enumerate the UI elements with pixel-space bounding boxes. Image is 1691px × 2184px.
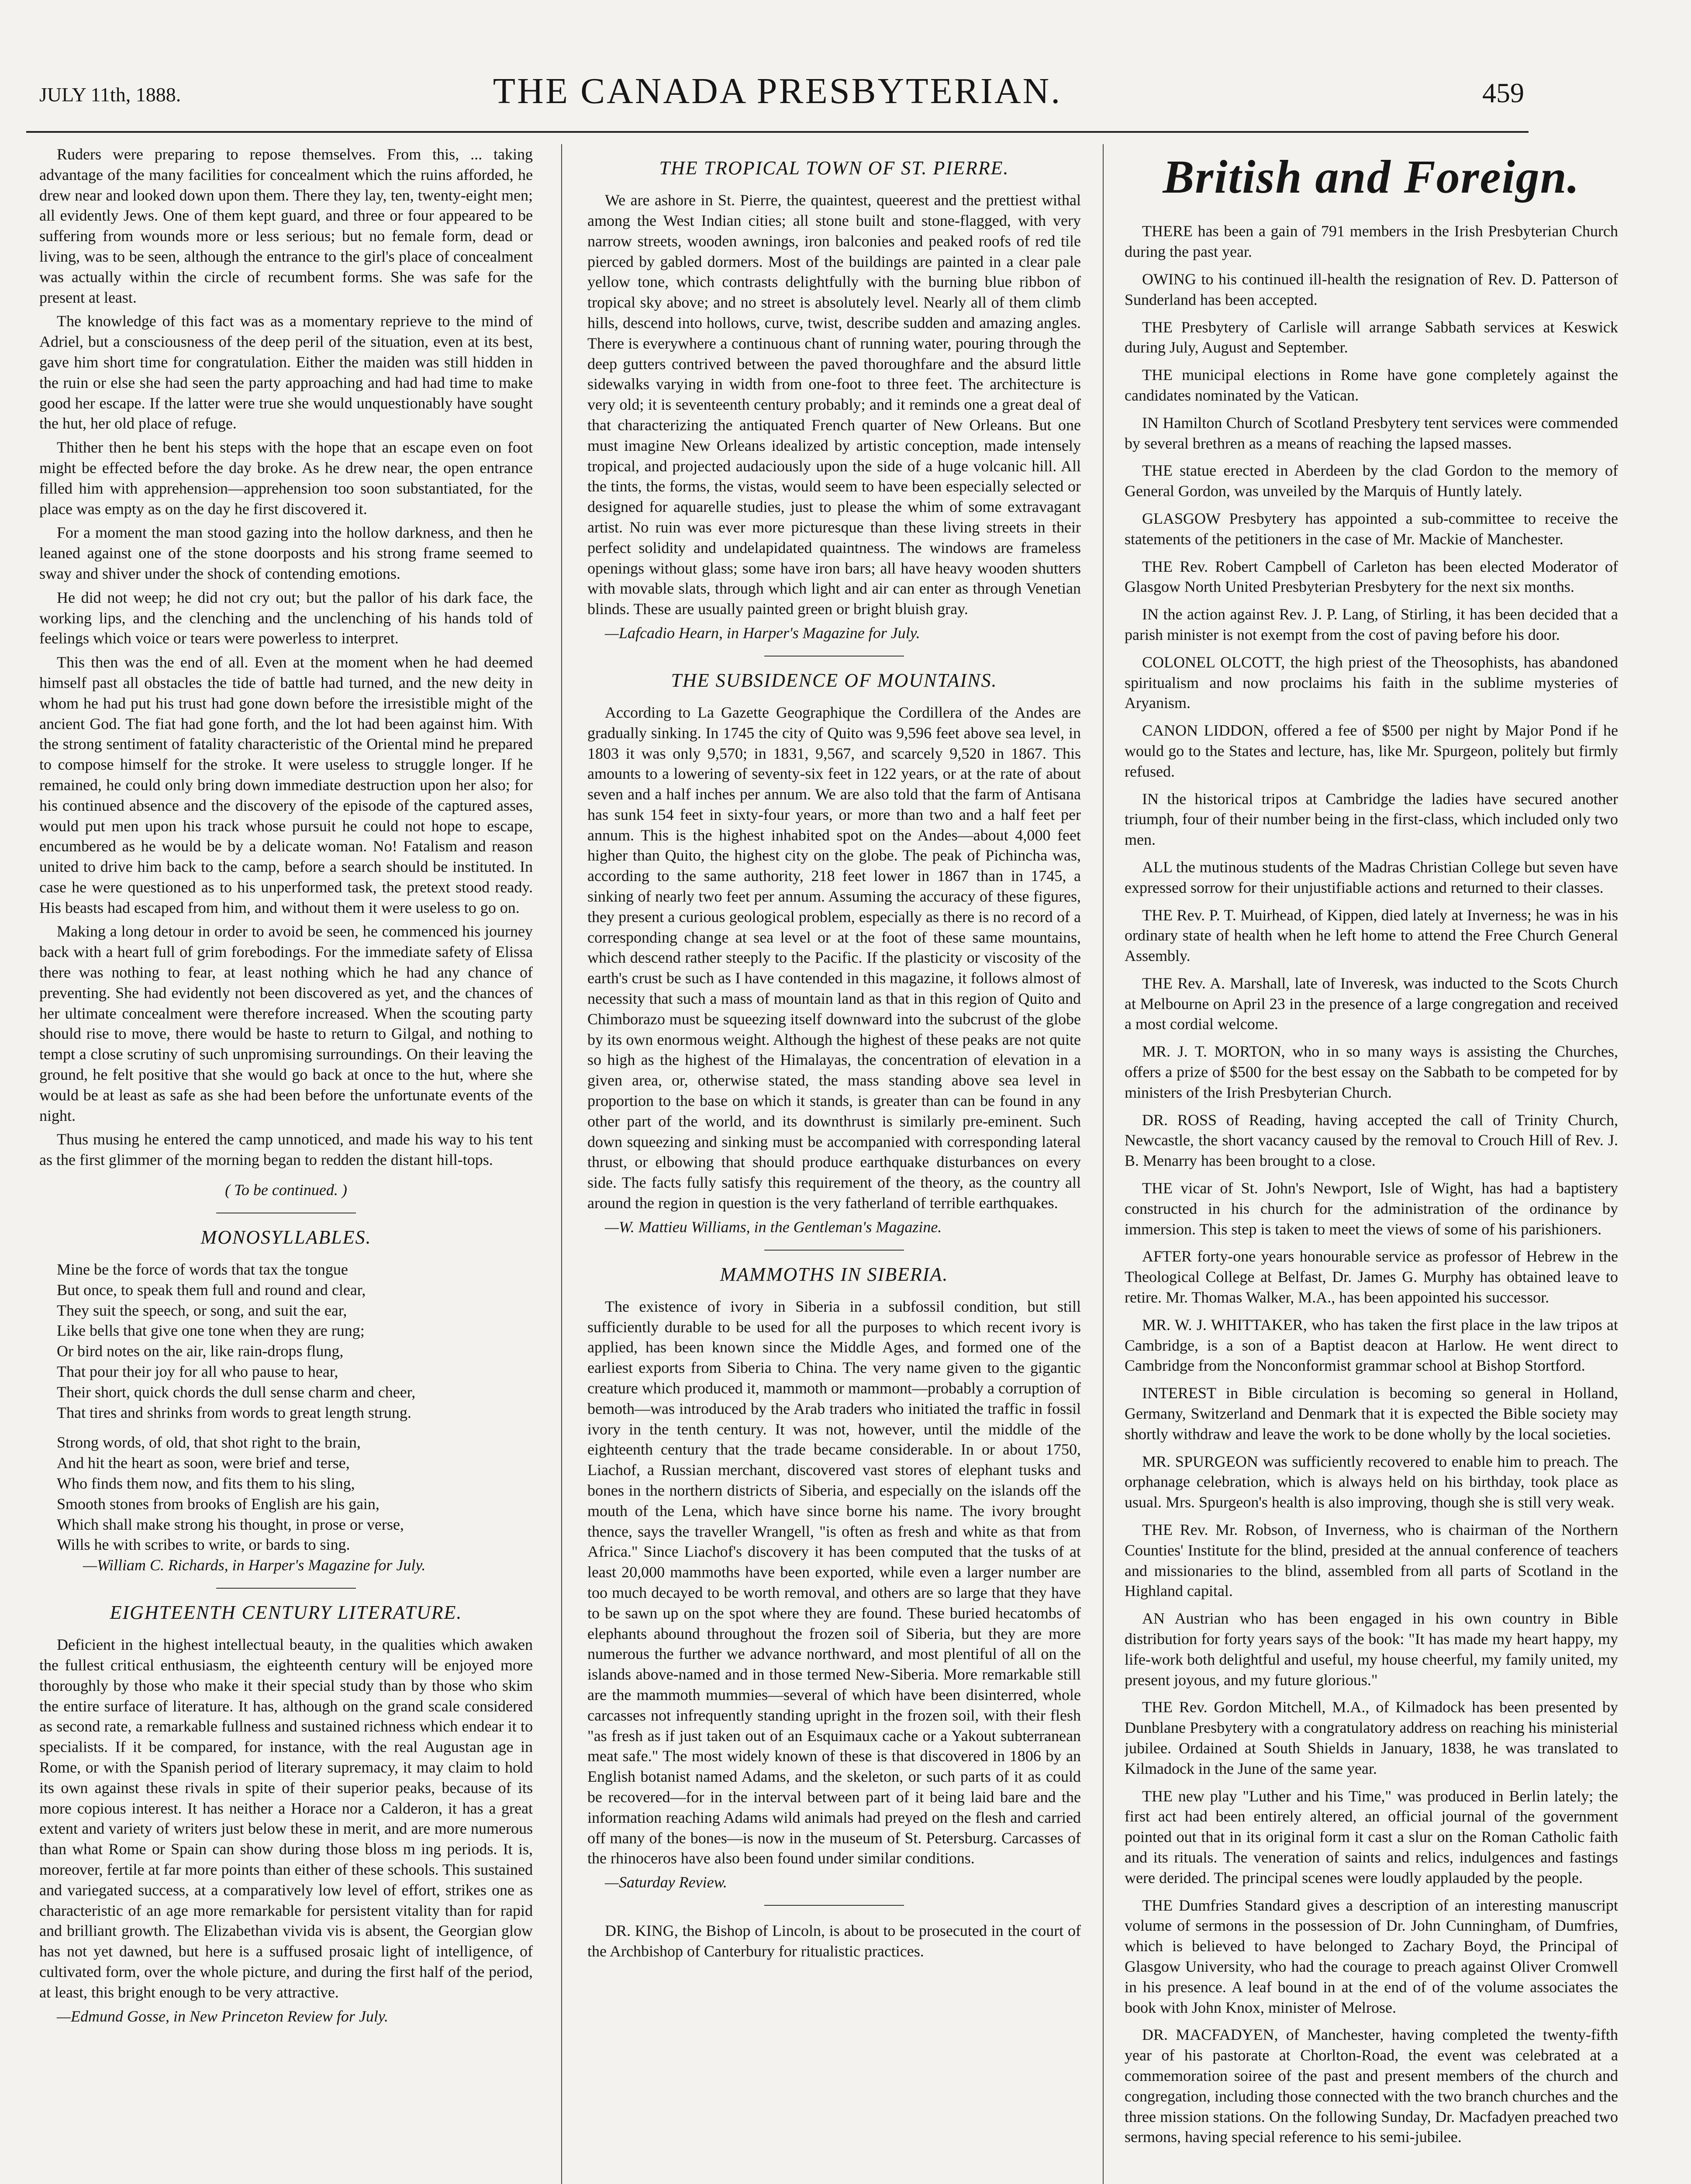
column-divider — [1103, 144, 1104, 2184]
article-paragraph: According to La Gazette Geographique the Cordillera of the Andes are gradually sinking. In 1745 the city of Quito was 9,596 feet above sea level, in 1803 it was only 9,570; in 1831, 9,567, and scarcely 9,520 in 1867. This amounts to a lowering of seventy-six feet in 122 years, or at the rate of about seven and a half inches per annum. We are also told that the farm of Antisana has sunk 154 feet in sixty-four years, or more than two and a half feet per annum. This is the highest inhabited spot on the Andes—about 4,000 feet higher than Quito, the highest city on the globe. The peak of Pichincha was, according to the same authority, 218 feet lower in 1867 than in 1745, a sinking of nearly two feet per annum. Assuming the accuracy of these figures, they present a curious geological problem, especially as there is no record of a corresponding change at sea level or at the foot of these same mountains, which descend rather steeply to the Pacific. If the plasticity or viscosity of the earth's crust be such as I have contended in this magazine, it follows almost of necessity that such a mass of mountain land as that in this region of Quito and Chimborazo must be squeezing itself downward into the subcrust of the globe by its own enormous weight. Although the highest of these peaks are not quite so high as the highest of the Himalayas, the concentration of elevation in a given area, or, otherwise stated, the mass standing above sea level in proportion to the base on which it stands, is greater than can be found in any other part of the world, and its downthrust is similarly pre-eminent. Such down squeezing and sinking must be accompanied with corresponding lateral thrust, or elbowing that should produce earthquake disturbances on every side. The facts fully satisfy this requirement of the theory, as the country all around the region in question is the very fatherland of terrible earthquakes. — [587, 703, 1081, 1212]
story-paragraph: For a moment the man stood gazing into the hollow darkness, and then he leaned against one of the stone doorposts and his strong frame seemed to sway and shiver under the shock of contending emotions. — [39, 524, 533, 582]
news-item: THE new play "Luther and his Time," was produced in Berlin lately; the first act had been entirely altered, an official journal of the government pointed out that in its original form it cast a slur on the Roman Catholic faith and its rituals. The veneration of saints and relics, indulgences and fastings were derided. The principal scenes were loudly applauded by the people. — [1125, 1787, 1618, 1887]
news-item: COLONEL OLCOTT, the high priest of the Theosophists, has abandoned spiritualism and now proclaims his faith in the sublime mysteries of Aryanism. — [1125, 653, 1618, 712]
poem-line: Or bird notes on the air, like rain-drops flung, — [57, 1342, 344, 1360]
page-number: 459 — [1482, 77, 1524, 108]
poem-line: Wills he with scribes to write, or bards to sing. — [57, 1536, 350, 1554]
article-credit: —Lafcadio Hearn, in Harper's Magazine for July. — [605, 624, 920, 642]
section-separator — [216, 1588, 356, 1589]
news-item: MR. W. J. WHITTAKER, who has taken the first place in the law tripos at Cambridge, is a son of a Baptist deacon at Harlow. He went direct to Cambridge from the Nonconformist grammar school at Bishop Stortford. — [1125, 1316, 1618, 1375]
header-rule — [26, 131, 1529, 133]
news-item: AFTER forty-one years honourable service as professor of Hebrew in the Theological College at Belfast, Dr. James G. Murphy has obtained leave to retire. Mr. Thomas Walker, M.A., has been appointed his successor. — [1125, 1248, 1618, 1306]
news-item: THE Rev. Gordon Mitchell, M.A., of Kilmadock has been presented by Dunblane Presbytery with a congratulatory address on reaching his ministerial jubilee. Ordained at South Shields in January, 1838, he was translated to Kilmadock in the June of the same year. — [1125, 1698, 1618, 1777]
news-item: INTEREST in Bible circulation is becoming so general in Holland, Germany, Switzerland and Denmark that it is expected the Bible society may shortly withdraw and leave the work to be done wholly by the local societies. — [1125, 1384, 1618, 1443]
poem-line: Mine be the force of words that tax the tongue — [57, 1261, 348, 1279]
story-paragraph: This then was the end of all. Even at the moment when he had deemed himself past all obstacles the tide of battle had turned, and the new deity in whom he had put his trust had gone down before the irresistible might of the ancient God. The fiat had gone forth, and the lot had been against him. With the strong sentiment of fatality characteristic of the Oriental mind he prepared to compose himself for the stroke. It were useless to struggle longer. If he remained, he could only bring down immediate destruction upon her also; for his continued absence and the discovery of the episode of the captured asses, would put men upon his track whose pursuit he could not hope to escape, encumbered as he would be by a delicate woman. No! Fatalism and reason united to drive him back to the camp, before a search should be instituted. In case he were questioned as to his unperformed task, the pretext stood ready. His beasts had escaped from him, and without them it were useless to go on. — [39, 653, 533, 916]
section-separator — [764, 1905, 904, 1906]
story-paragraph: Thither then he bent his steps with the hope that an escape even on foot might be effected before the day broke. As he drew near, the open entrance filled him with apprehension—apprehension too soon substantiated, for the place was empty as on the day he first discovered it. — [39, 439, 533, 518]
poem-line: And hit the heart as soon, were brief and terse, — [57, 1454, 350, 1472]
news-item: THERE has been a gain of 791 members in the Irish Presbyterian Church during the past year. — [1125, 222, 1618, 261]
news-item: MR. J. T. MORTON, who in so many ways is assisting the Churches, offers a prize of $500 for the best essay on the Sabbath to be competed for by ministers of the Irish Presbyterian Church. — [1125, 1043, 1618, 1101]
story-paragraph: Ruders were preparing to repose themselves. From this, ... taking advantage of the many facilities for concealment which the ruins afforded, he drew near and looked down upon them. There they lay, ten, twenty-eight men; all evidently Jews. One of them kept guard, and three or four appeared to be suffering from wounds more or less serious; but no female form, dead or living, was to be seen, although the entrance to the girl's place of concealment was actually within the circle of recumbent forms. She was safe for the present at least. — [39, 145, 533, 306]
poem-stanza — [57, 1432, 533, 1576]
story-paragraph: The knowledge of this fact was as a momentary reprieve to the mind of Adriel, but a consciousness of the deep peril of the situation, even at its best, gave him short time for congratulation. Either the maiden was still hidden in the ruin or else she had seen the party approaching and had had time to make good her escape. If the latter were true she would unquestionably have sought the hut, her old place of refuge. — [39, 312, 533, 432]
poem-line: Like bells that give one tone when they are rung; — [57, 1322, 365, 1340]
section-separator — [764, 656, 904, 657]
column-divider — [561, 144, 562, 2184]
masthead-title: THE CANADA PRESBYTERIAN. — [493, 71, 1062, 111]
section-heading: British and Foreign. — [1163, 151, 1580, 203]
news-item: DR. MACFADYEN, of Manchester, having completed the twenty-fifth year of his pastorate at Chorlton-Road, the event was celebrated at a commemoration soiree of the past and present members of the church and congregation, including those connected with the two branch churches and the three mission stations. On the following Sunday, Dr. Macfadyen preached two sermons, having special reference to his semi-jubilee. — [1125, 2026, 1618, 2146]
column-middle — [587, 144, 1081, 2184]
article-credit: —W. Mattieu Williams, in the Gentleman's Magazine. — [605, 1218, 942, 1236]
section-title: MONOSYLLABLES. — [200, 1226, 372, 1248]
poem-line: They suit the speech, or song, and suit the ear, — [57, 1301, 347, 1319]
section-title: THE TROPICAL TOWN OF ST. PIERRE. — [659, 157, 1009, 179]
news-item: MR. SPURGEON was sufficiently recovered to enable him to preach. The orphanage celebration, which is always held on his birthday, took place as usual. Mrs. Spurgeon's health is also improving, though she is still very weak. — [1125, 1452, 1618, 1511]
news-item: THE vicar of St. John's Newport, Isle of Wight, has had a baptistery constructed in his church for the administration of the ordinance by immersion. This step is taken to meet the views of some of his parishioners. — [1125, 1179, 1618, 1238]
section-title: EIGHTEENTH CENTURY LITERATURE. — [110, 1601, 462, 1623]
poem-line: But once, to speak them full and round and clear, — [57, 1281, 366, 1299]
article-credit: —Edmund Gosse, in New Princeton Review for July. — [57, 2007, 388, 2025]
news-item: THE Rev. A. Marshall, late of Inveresk, was inducted to the Scots Church at Melbourne on April 23 in the presence of a large congregation and received a most cordial welcome. — [1125, 974, 1618, 1033]
poem-line: Who finds them now, and fits them to his sling, — [57, 1475, 355, 1492]
column-right — [1125, 144, 1618, 2184]
story-paragraph: He did not weep; he did not cry out; but the pallor of his dark face, the working lips, and the clenching and the unclenching of his hands told of feelings which voice or tears were powerless to interpret. — [39, 588, 533, 647]
news-item: IN the historical tripos at Cambridge the ladies have secured another triumph, four of their number being in the first-class, which included only two men. — [1125, 790, 1618, 849]
news-item: IN Hamilton Church of Scotland Presbytery tent services were commended by several brethren as a means of reaching the lapsed masses. — [1125, 414, 1618, 452]
news-item: THE municipal elections in Rome have gone completely against the candidates nominated by the Vatican. — [1125, 366, 1618, 404]
news-item: DR. ROSS of Reading, having accepted the call of Trinity Church, Newcastle, the short vacancy caused by the removal to Crouch Hill of Rev. J. B. Menarry has been brought to a close. — [1125, 1111, 1618, 1170]
news-item: AN Austrian who has been engaged in his own country in Bible distribution for forty years says of the book: "It has made my heart happy, my life-work both delightful and useful, my house cheerful, my family united, my present joyous, and my future glorious." — [1125, 1610, 1618, 1689]
news-item: THE Rev. Mr. Robson, of Inverness, who is chairman of the Northern Counties' Institute for the blind, presided at the annual conference of teachers and missionaries to the blind, assembled from all parts of Scotland in the Highland capital. — [1125, 1521, 1618, 1600]
poem-line: Their short, quick chords the dull sense charm and cheer, — [57, 1383, 416, 1401]
article-paragraph: The existence of ivory in Siberia in a subfossil condition, but still sufficiently durable to be used for all the purposes to which recent ivory is applied, has been known since the Middle Ages, and formed one of the earliest exports from Siberia to China. The very name given to the gigantic creature which produced it, mammoth or mammont—probably a corruption of bemoth—was introduced by the Arab traders who initiated the traffic in fossil ivory in the tenth century. It was not, however, until the middle of the eighteenth century that the trade became considerable. In or about 1750, Liachof, a Russian merchant, discovered vast stores of elephant tusks and bones in the northern districts of Siberia, and especially on the islands off the mouth of the Lena, which have since borne his name. The ivory brought thence, says the traveller Wrangell, "is often as fresh and white as that from Africa." Since Liachof's discovery it has been computed that the tusks of at least 20,000 mammoths have been exported, while even a larger number are too much decayed to be worth removal, and others are so large that they have to be sawn up on the spot where they are found. These buried hecatombs of elephants abound throughout the frozen soil of Siberia, but they are more numerous the further we advance northward, and most plentiful of all on the islands above-named and in those termed New-Siberia. More remarkable still are the mammoth mummies—several of which have been disinterred, whole carcasses not infrequently standing upright in the frozen soil, with their flesh "as fresh as if just taken out of an Esquimaux cache or a Yakout subterranean meat safe." The most widely known of these is that discovered in 1806 by an English botanist named Adams, and the skeleton, or such parts of it as could be recovered—for in the interval between part of it being laid bare and the information reaching Adams wild animals had preyed on the flesh and carried off many of the bones—is now in the museum of St. Petersburg. Carcasses of the rhinoceros have also been found under similar conditions. — [587, 1297, 1081, 1867]
poem — [57, 1259, 533, 1576]
issue-date: JULY 11th, 1888. — [39, 83, 181, 106]
article-paragraph: We are ashore in St. Pierre, the quaintest, queerest and the prettiest withal among the West Indian cities; all stone built and stone-flagged, with very narrow streets, wooden awnings, iron balconies and peaked roofs of red tile pierced by gabled dormers. Most of the buildings are painted in a clear pale yellow tone, which contrasts delightfully with the burning blue ribbon of tropical sky above; and no street is absolutely level. Nearly all of them climb hills, descend into hollows, curve, twist, describe sudden and amazing angles. There is everywhere a continuous chant of running water, pouring through the deep gutters contrived between the paved thoroughfare and the absurd little sidewalks varying in width from one-foot to three feet. The architecture is very old; it is seventeenth century probably; and it reminds one a great deal of that characterizing the antiquated French quarter of New Orleans. But one must imagine New Orleans idealized by artistic conception, made intensely tropical, and projected audaciously upon the side of a huge volcanic hill. All the tints, the forms, the vistas, would seem to have been especially selected or designed for aquarelle studies, just to please the whim of some extravagant artist. No ruin was ever more picturesque than these living streets in their perfect solidity and undelapidated quaintness. The windows are frameless openings without glass; some have iron bars; all have heavy wooden shutters with movable slats, through which light and air can enter as through Venetian blinds. These are usually painted green or bright bluish gray. — [587, 191, 1081, 618]
news-item: GLASGOW Presbytery has appointed a sub-committee to receive the statements of the petitioners in the case of Mr. Mackie of Manchester. — [1125, 509, 1618, 548]
news-paragraph: DR. KING, the Bishop of Lincoln, is about to be prosecuted in the court of the Archbishop of Canterbury for ritualistic practices. — [587, 1921, 1081, 1960]
poem-line: That pour their joy for all who pause to hear, — [57, 1363, 338, 1381]
story-paragraph: Thus musing he entered the camp unnoticed, and made his way to his tent as the first glimmer of the morning began to redden the distant hill-tops. — [39, 1130, 533, 1169]
poem-line: That tires and shrinks from words to great length strung. — [57, 1403, 411, 1421]
news-item: THE Rev. P. T. Muirhead, of Kippen, died lately at Inverness; he was in his ordinary state of health when he left home to attend the Free Church General Assembly. — [1125, 906, 1618, 965]
to-be-continued: ( To be continued. ) — [225, 1181, 347, 1199]
poem-line: Strong words, of old, that shot right to the brain, — [57, 1434, 361, 1451]
news-item: THE Dumfries Standard gives a description of an interesting manuscript volume of sermons in the possession of Dr. John Cunningham, of Dumfries, which is believed to have belonged to Zachary Boyd, the Principal of Glasgow University, who had the courage to preach against Oliver Cromwell in his presence. A leaf bound in at the end of of the volume associates the book with John Knox, minister of Melrose. — [1125, 1896, 1618, 2016]
story-paragraph: Making a long detour in order to avoid be seen, he commenced his journey back with a heart full of grim forebodings. For the immediate safety of Elissa there was nothing to fear, at least nothing which he had any chance of preventing. She had evidently not been discovered as yet, and the chances of her ultimate concealment were therefore increased. When the scouting party should rise to move, there would be haste to return to Gilgal, and nothing to tempt a close scrutiny of such unpromising surroundings. On their leaving the ground, he felt positive that she would go back at once to the hut, where she would be at least as safe as she had been before the unfortunate events of the night. — [39, 923, 533, 1124]
news-item: IN the action against Rev. J. P. Lang, of Stirling, it has been decided that a parish minister is not exempt from the cost of paving before his door. — [1125, 605, 1618, 643]
news-item: THE statue erected in Aberdeen by the clad Gordon to the memory of General Gordon, was unveiled by the Marquis of Huntly lately. — [1125, 462, 1618, 500]
news-item: THE Presbytery of Carlisle will arrange Sabbath services at Keswick during July, August and September. — [1125, 318, 1618, 356]
section-title: THE SUBSIDENCE OF MOUNTAINS. — [671, 669, 997, 691]
article-credit: —Saturday Review. — [605, 1873, 727, 1891]
article-paragraph: Deficient in the highest intellectual beauty, in the qualities which awaken the fullest critical enthusiasm, the eighteenth century will be enjoyed more thoroughly by those who make it their special study than by those who skim the entire surface of literature. It has, although on the grand scale considered as second rate, a remarkable fullness and sustained richness which endear it to specialists. If it be compared, for instance, with the real Augustan age in Rome, or with the Spanish period of literary supremacy, it may claim to hold its own against these rivals in spite of their superior peaks, because of its more copious interest. It has neither a Horace nor a Calderon, it has a great extent and variety of writers just below these in merit, and are more numerous than what Rome or Spain can show during those bloss m ing periods. It is, moreover, fertile at far more points than either of these schools. This sustained and variegated success, at a comparatively low level of effort, strikes one as characteristic of an age more remarkable for persistent vitality than for rapid and brilliant growth. The Elizabethan vivida vis is absent, the Georgian glow has not yet dawned, but here is a suffused prosaic light of intelligence, of cultivated form, over the whole picture, and during the first half of the period, at least, this bright enough to be very attractive. — [39, 1636, 533, 2001]
column-left — [39, 144, 533, 2184]
news-item: CANON LIDDON, offered a fee of $500 per night by Major Pond if he would go to the States and lecture, has, like Mr. Spurgeon, politely but firmly refused. — [1125, 722, 1618, 780]
poem-line: Which shall make strong his thought, in prose or verse, — [57, 1515, 404, 1533]
news-item: ALL the mutinous students of the Madras Christian College but seven have expressed sorrow for their unjustifiable actions and returned to their classes. — [1125, 858, 1618, 896]
poem-line: Smooth stones from brooks of English are his gain, — [57, 1495, 380, 1513]
section-separator — [764, 1250, 904, 1251]
news-item: THE Rev. Robert Campbell of Carleton has been elected Moderator of Glasgow North United Presbyterian Presbytery for the next six months. — [1125, 557, 1618, 596]
page-header — [26, 70, 1529, 127]
section-title: MAMMOTHS IN SIBERIA. — [720, 1263, 949, 1285]
poem-citation: —William C. Richards, in Harper's Magazine for July. — [83, 1556, 426, 1574]
news-item: OWING to his continued ill-health the resignation of Rev. D. Patterson of Sunderland has been accepted. — [1125, 270, 1618, 308]
poem-stanza — [57, 1259, 533, 1423]
news-list — [1125, 221, 1618, 2147]
